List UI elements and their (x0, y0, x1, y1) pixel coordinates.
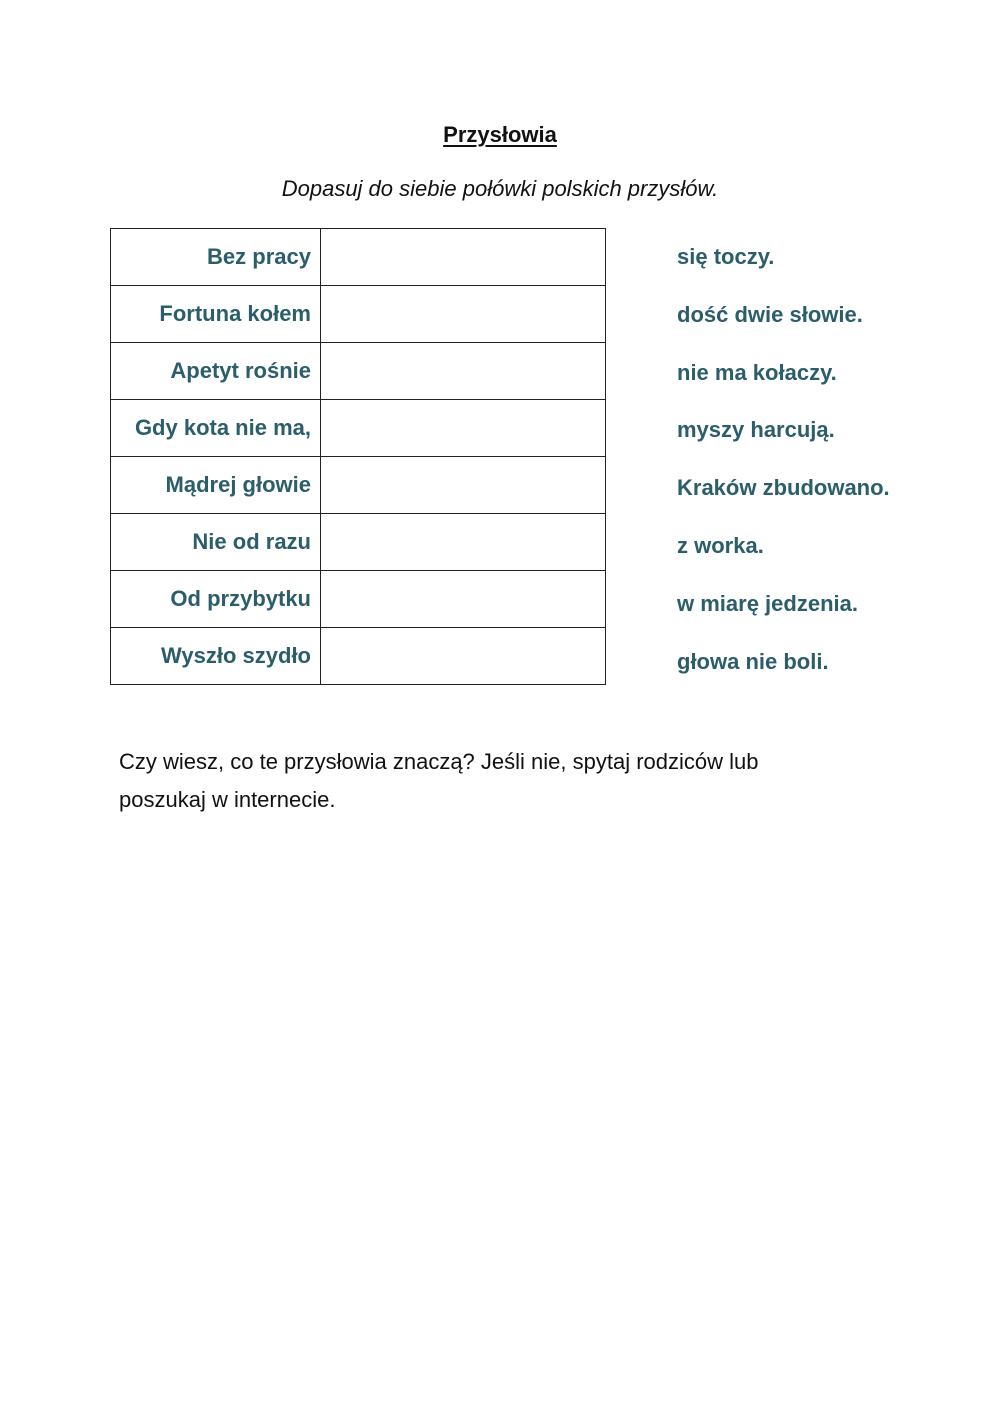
answer-drop-cell[interactable] (321, 343, 606, 400)
instruction-text: Dopasuj do siebie połówki polskich przysłów. (281, 176, 719, 201)
proverb-beginning: Od przybytku (111, 571, 321, 628)
proverb-ending[interactable]: myszy harcują. (677, 417, 835, 443)
proverb-beginning: Nie od razu (111, 514, 321, 571)
table-row (111, 229, 606, 286)
question-line: Czy wiesz, co te przysłowia znaczą? Jeśli nie, spytaj rodziców lub (119, 749, 759, 774)
proverb-ending[interactable]: z worka. (677, 532, 764, 558)
proverb-beginning: Mądrej głowie (111, 457, 321, 514)
answer-drop-cell[interactable] (321, 400, 606, 457)
proverb-beginning: Fortuna kołem (111, 286, 321, 343)
answer-drop-cell[interactable] (321, 514, 606, 571)
proverb-beginning: Bez pracy (111, 229, 321, 286)
proverb-beginning: Gdy kota nie ma, (111, 400, 321, 457)
table-row (111, 343, 606, 400)
answer-drop-cell[interactable] (321, 286, 606, 343)
proverb-ending[interactable]: Kraków zbudowano. (677, 475, 890, 501)
table-row (111, 571, 606, 628)
answer-drop-cell[interactable] (321, 571, 606, 628)
table-row (111, 514, 606, 571)
proverb-beginning: Apetyt rośnie (111, 343, 321, 400)
table-row (111, 628, 606, 685)
answer-drop-cell[interactable] (321, 229, 606, 286)
table-row (111, 400, 606, 457)
proverb-ending[interactable]: w miarę jedzenia. (677, 590, 858, 616)
page-title: Przysłowia (443, 122, 557, 147)
proverb-ending[interactable]: głowa nie boli. (677, 648, 829, 674)
answer-drop-cell[interactable] (321, 628, 606, 685)
proverb-beginning: Wyszło szydło (111, 628, 321, 685)
proverb-ending[interactable]: się toczy. (677, 244, 775, 269)
matching-table (110, 228, 606, 685)
question-paragraph (119, 743, 859, 819)
table-row (111, 286, 606, 343)
proverb-endings-list (677, 228, 890, 690)
question-line: poszukaj w internecie. (119, 787, 336, 812)
answer-drop-cell[interactable] (321, 457, 606, 514)
table-row (111, 457, 606, 514)
proverb-ending[interactable]: nie ma kołaczy. (677, 359, 837, 385)
proverb-ending[interactable]: dość dwie słowie. (677, 301, 863, 327)
